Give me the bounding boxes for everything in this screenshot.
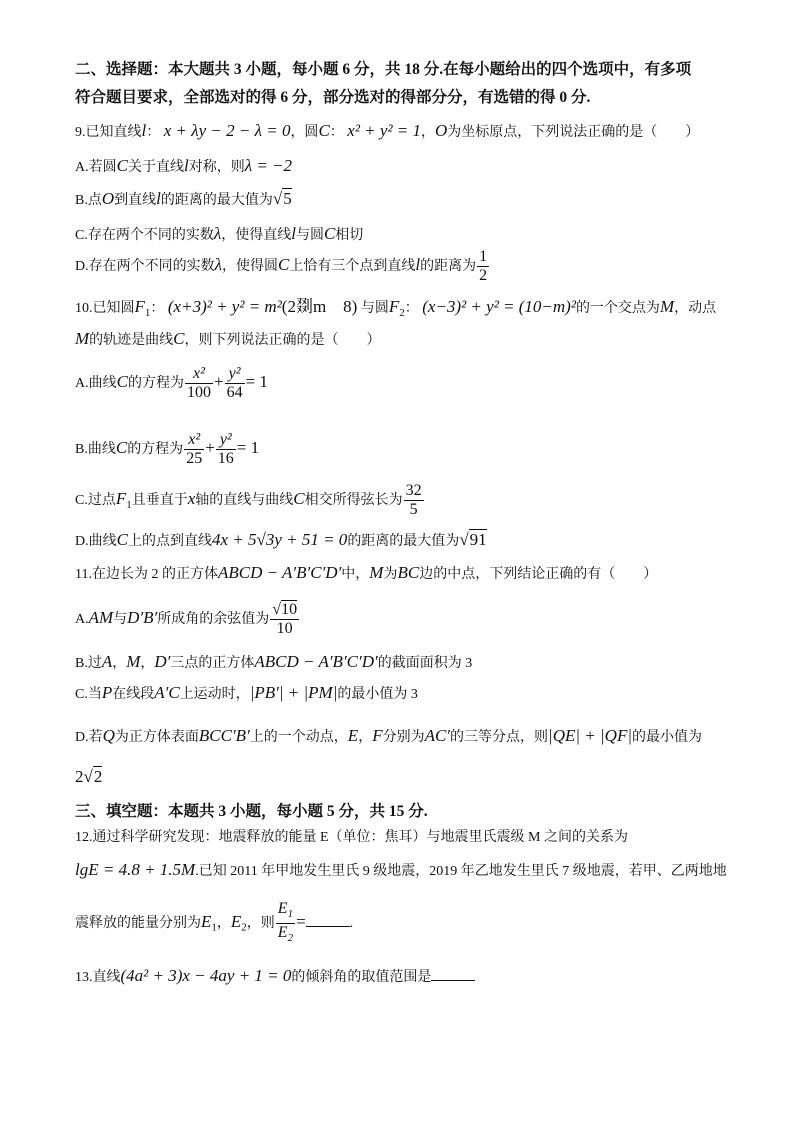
- q10-c-text2: 且垂直于: [131, 493, 188, 508]
- q10-b-text2: 的方程为: [127, 442, 184, 457]
- q10-a-frac2-den: 64: [226, 384, 243, 402]
- q9-a-text2: 关于直线: [127, 160, 184, 175]
- q10-a-rhs: = 1: [245, 372, 268, 391]
- q9-c-text3: 与圆: [295, 228, 324, 243]
- q9-d-c: C: [278, 255, 290, 274]
- q10-text1: 10.已知圆: [75, 301, 135, 316]
- q9-sym-o: O: [435, 121, 448, 140]
- q12-fraction: [276, 900, 295, 947]
- q10-b-c: C: [115, 438, 128, 457]
- q11-d-eq: |QE| + |QF|: [548, 726, 633, 745]
- q13-text1: 13.直线: [75, 970, 121, 985]
- q9-a-eq: λ = −2: [244, 156, 293, 175]
- q11-bc: BC: [397, 563, 420, 582]
- q9-a-c: C: [116, 156, 128, 175]
- q10-a-frac1: [185, 365, 213, 402]
- q11-d-ans-radicand: 2: [93, 767, 103, 786]
- q9-option-d: [75, 246, 490, 286]
- q13-line: [75, 966, 475, 988]
- q10-d-text1: D.曲线: [75, 534, 117, 549]
- q10-eq2: (x−3)² + y² = (10−m)²: [422, 297, 576, 316]
- q9-b-text1: B.点: [75, 193, 102, 208]
- q11-c-eq: |PB′| + |PM|: [249, 683, 338, 702]
- q10-d-text3: 的距离的最大值为: [347, 534, 460, 549]
- q9-d-text2: ，使得圆: [222, 259, 278, 274]
- q9-circle-equation: x² + y² = 1: [347, 121, 422, 140]
- q11-a-fraction: [270, 601, 299, 638]
- q11-a-db: D′B′: [127, 608, 158, 627]
- q12-line2: [75, 860, 727, 882]
- q9-colon: ：: [146, 125, 161, 140]
- q10-a-frac1-den: 100: [186, 384, 211, 402]
- q9-comma: ，: [421, 125, 436, 140]
- q10-d-radicand: 91: [469, 530, 487, 549]
- q10-f2: F: [388, 297, 400, 316]
- q11-d-ans-sqrt: √2: [83, 767, 103, 786]
- q10-b-rhs: = 1: [236, 438, 260, 457]
- q10-colon: ：: [150, 301, 165, 316]
- q10-option-c: [75, 480, 425, 524]
- q11-cube: ABCD − A′B′C′D′: [217, 563, 342, 582]
- q11-d-text1: D.若: [75, 730, 103, 745]
- q11-option-c: [75, 683, 418, 705]
- q9-c-text2: ，使得直线: [221, 228, 292, 243]
- q10-b-frac1-den: 25: [186, 450, 203, 468]
- q10-text4: ，动点: [674, 301, 717, 316]
- q11-option-d: [75, 726, 702, 748]
- q9-c-l: l: [291, 224, 296, 243]
- q10-c-text4: 相交所得弦长为: [304, 493, 403, 508]
- q9-d-frac-num: 1: [479, 248, 488, 266]
- q10-option-b: B.曲线C的方程为 $\frac{\text{x²}}{25}$ + $\frac{\text{y²}}{16}$ = 1: [75, 431, 260, 468]
- q11-d-comma: ，: [358, 730, 373, 745]
- q11-m: M: [369, 563, 384, 582]
- q11-b-m: M: [126, 652, 141, 671]
- q9-b-radicand: 5: [283, 189, 292, 208]
- q9-b-l: l: [156, 189, 161, 208]
- q10-text3: 的一个交点为: [575, 301, 660, 316]
- q11-a-text1: A.: [75, 612, 89, 627]
- q11-a-text2: 与: [113, 612, 128, 627]
- q11-d-acp: AC′: [424, 726, 451, 745]
- q11-b-comma2: ，: [140, 656, 155, 671]
- q9-stem-text: 9.已知直线: [75, 125, 142, 140]
- q10-c-text3: 轴的直线与曲线: [195, 493, 294, 508]
- q11-b-a: A: [101, 652, 113, 671]
- q12-frac-den-sub: 2: [287, 932, 294, 945]
- q12-e2-sub: 2: [241, 921, 247, 934]
- q9-sym-l: l: [141, 121, 147, 140]
- q10-c-x: x: [187, 489, 196, 508]
- q10-eq1: (x+3)² + y² = m²: [167, 297, 282, 316]
- q11-d-ans-coef: 2: [75, 767, 84, 786]
- q9-c-text1: C.存在两个不同的实数: [75, 228, 214, 243]
- q12-comma: ，: [216, 915, 231, 931]
- q9-a-text1: A.若圆: [75, 160, 117, 175]
- q12-frac-num-sub: 1: [287, 908, 294, 921]
- q11-a-text3: 所成角的余弦值为: [157, 612, 270, 627]
- q10-b-frac2-den: 16: [217, 450, 234, 468]
- q11-text1: 11.在边长为 2 的正方体: [75, 567, 218, 582]
- q12-line3: [75, 900, 353, 948]
- q11-d-q: Q: [102, 726, 115, 745]
- q10-c-c: C: [293, 489, 305, 508]
- q10-d-sqrt: √91: [459, 530, 487, 549]
- q11-text3: 为: [383, 567, 398, 582]
- q12-e2: E: [230, 911, 242, 931]
- q11-a-radicand: 10: [281, 601, 298, 619]
- q10-c-frac-den: 5: [409, 501, 418, 519]
- q12-equals: =: [296, 911, 306, 931]
- q10-option-d: [75, 530, 487, 552]
- q12-e1: E: [201, 911, 212, 931]
- q9-sym-c: C: [318, 121, 330, 140]
- q9-a-l: l: [183, 156, 189, 175]
- q10-d-text2: 上的点到直线: [127, 534, 212, 549]
- q10-eq1-condition: (2剟m 8): [281, 297, 358, 316]
- q10-b-frac2-num: y²: [216, 431, 236, 450]
- q9-b-sqrt: √5: [272, 189, 292, 208]
- q11-c-text4: 的最小值为 3: [337, 687, 418, 702]
- q9-a-text3: 对称，则: [188, 160, 245, 175]
- q9-d-l: l: [415, 255, 421, 274]
- q10-a-text1: A.曲线: [75, 376, 117, 391]
- q9-d-fraction: [477, 248, 489, 285]
- q10-b-frac2: [216, 431, 236, 468]
- q10-text2: 与圆: [360, 301, 389, 316]
- q10-a-c: C: [116, 372, 128, 391]
- q13-text2: 的倾斜角的取值范围是: [291, 970, 432, 985]
- section2-heading-line1: 二、选择题：本大题共 3 小题，每小题 6 分，共 18 分.在每小题给出的四个选项中，有多项: [75, 61, 692, 78]
- q10-l2-text2: ，则下列说法正确的是（ ）: [184, 333, 381, 348]
- q12-eq: lgE = 4.8 + 1.5M: [75, 860, 196, 879]
- q10-m2: M: [75, 329, 90, 348]
- q10-f1-sub: 1: [144, 306, 151, 319]
- q10-a-frac2-num: y²: [225, 365, 245, 384]
- q11-text4: 边的中点，下列结论正确的有（ ）: [419, 567, 658, 582]
- q9-c-lambda: λ: [213, 224, 222, 243]
- q12-frac-num: E: [277, 900, 288, 917]
- q11-b-comma1: ，: [112, 656, 127, 671]
- q11-d-text6: 的最小值为: [632, 730, 703, 745]
- q12-line1: 12.通过科学研究发现：地震释放的能量 E（单位：焦耳）与地震里氏震级 M 之间的关系为: [75, 830, 628, 845]
- q11-a-frac-den: 10: [276, 620, 293, 638]
- q11-stem: [75, 563, 657, 585]
- q11-a-frac-num: √10: [272, 601, 298, 619]
- q10-l2-text1: 的轨迹是曲线: [89, 333, 174, 348]
- q9-c-text4: 相切: [335, 228, 364, 243]
- q9-b-text3: 的距离的最大值为: [160, 193, 273, 208]
- q11-c-text3: 上运动时，: [179, 687, 250, 702]
- q10-c: C: [173, 329, 185, 348]
- q9-c-c: C: [323, 224, 336, 243]
- q9-d-frac-den: 2: [479, 267, 488, 285]
- q11-c-text1: C.当: [75, 687, 102, 702]
- q11-text2: 中，: [341, 567, 370, 582]
- q11-c-ac: A′C: [154, 683, 180, 702]
- q10-f2-sub: 2: [399, 306, 405, 319]
- q9-b-o: O: [101, 189, 115, 208]
- q11-b-text3: 的截面面积为 3: [377, 656, 473, 671]
- q9-stem: [75, 121, 699, 143]
- q11-b-cube: ABCD − A′B′C′D′: [254, 652, 378, 671]
- q9-option-b: [75, 189, 292, 211]
- q12-l3-text1: 震释放的能量分别为: [75, 915, 201, 931]
- q11-b-text1: B.过: [75, 656, 102, 671]
- q10-c-f1-sub: 1: [126, 498, 132, 511]
- q10-b-frac1-num: x²: [184, 431, 204, 450]
- q13-eq: (4a² + 3)x − 4ay + 1 = 0: [120, 966, 292, 985]
- q9-d-text3: 上恰有三个点到直线: [289, 259, 416, 274]
- q11-option-a: [75, 596, 300, 642]
- q10-option-a: A.曲线C的方程为 $\frac{\text{x²}}{100}$ + $\frac{\text{y²}}{64}$ = 1: [75, 365, 268, 402]
- q9-line-equation: x + λy − 2 − λ = 0: [163, 121, 291, 140]
- q12-frac-den: E: [277, 924, 288, 942]
- q10-colon2: ：: [404, 301, 419, 316]
- section2-heading-line2: 符合题目要求，全部选对的得 6 分，部分选对的得部分分，有选错的得 0 分.: [75, 89, 591, 106]
- q10-c-frac-num: 32: [405, 482, 422, 500]
- q11-a-am: AM: [88, 608, 114, 627]
- q11-d-text5: 的三等分点，则: [450, 730, 549, 745]
- q11-d-text4: 分别为: [382, 730, 425, 745]
- q12-l3-text2: ，则: [246, 915, 275, 931]
- q10-c-text1: C.过点: [75, 493, 116, 508]
- q11-d-face: BCC′B′: [198, 726, 250, 745]
- q11-d-e: E: [347, 726, 359, 745]
- q9-stem-end: 为坐标原点，下列说法正确的是（ ）: [447, 125, 700, 140]
- q10-b-text1: B.曲线: [75, 442, 116, 457]
- q10-m: M: [659, 297, 675, 316]
- q10-c-f1: F: [115, 489, 127, 508]
- q11-b-text2: 三点的正方体: [170, 656, 255, 671]
- q9-d-text4: 的距离为: [420, 259, 477, 274]
- q13-answer-blank[interactable]: [431, 966, 475, 981]
- q10-b-frac1: [184, 431, 204, 468]
- q12-period: .: [349, 915, 354, 931]
- q10-stem-line2: [75, 329, 381, 351]
- q11-b-dp: D′: [154, 652, 171, 671]
- q12-e1-sub: 1: [211, 921, 217, 934]
- q10-d-eq: 4x + 5√3y + 51 = 0: [211, 530, 348, 549]
- q10-stem: [75, 297, 716, 323]
- q9-d-lambda: λ: [214, 255, 222, 274]
- q11-c-text2: 在线段: [112, 687, 155, 702]
- q11-option-b: [75, 652, 472, 674]
- q11-option-d-answer: [75, 767, 102, 789]
- q12-answer-blank[interactable]: [306, 912, 350, 927]
- q11-d-f: F: [372, 726, 383, 745]
- q10-a-text2: 的方程为: [127, 376, 184, 391]
- q12-l2-text: .已知 2011 年甲地发生里氏 9 级地震，2019 年乙地发生里氏 7 级地震，若甲、乙两地地: [195, 864, 727, 879]
- q9-option-c: [75, 224, 363, 246]
- q9-d-text1: D.存在两个不同的实数: [75, 259, 215, 274]
- q9-option-a: [75, 156, 292, 178]
- q9-b-text2: 到直线: [114, 193, 157, 208]
- q9-colon2: ：: [329, 125, 344, 140]
- q11-d-text3: 上的一个动点，: [249, 730, 348, 745]
- q10-d-c: C: [116, 530, 128, 549]
- q10-a-frac1-num: x²: [185, 365, 213, 384]
- q9-text-circle: ，圆: [290, 125, 319, 140]
- q10-f1: F: [134, 297, 145, 316]
- q10-c-fraction: [404, 482, 424, 519]
- q11-d-text2: 为正方体表面: [114, 730, 199, 745]
- q10-a-frac2: [225, 365, 245, 402]
- section3-heading: 三、填空题：本题共 3 小题，每小题 5 分，共 15 分.: [75, 803, 428, 820]
- q11-c-p: P: [101, 683, 113, 702]
